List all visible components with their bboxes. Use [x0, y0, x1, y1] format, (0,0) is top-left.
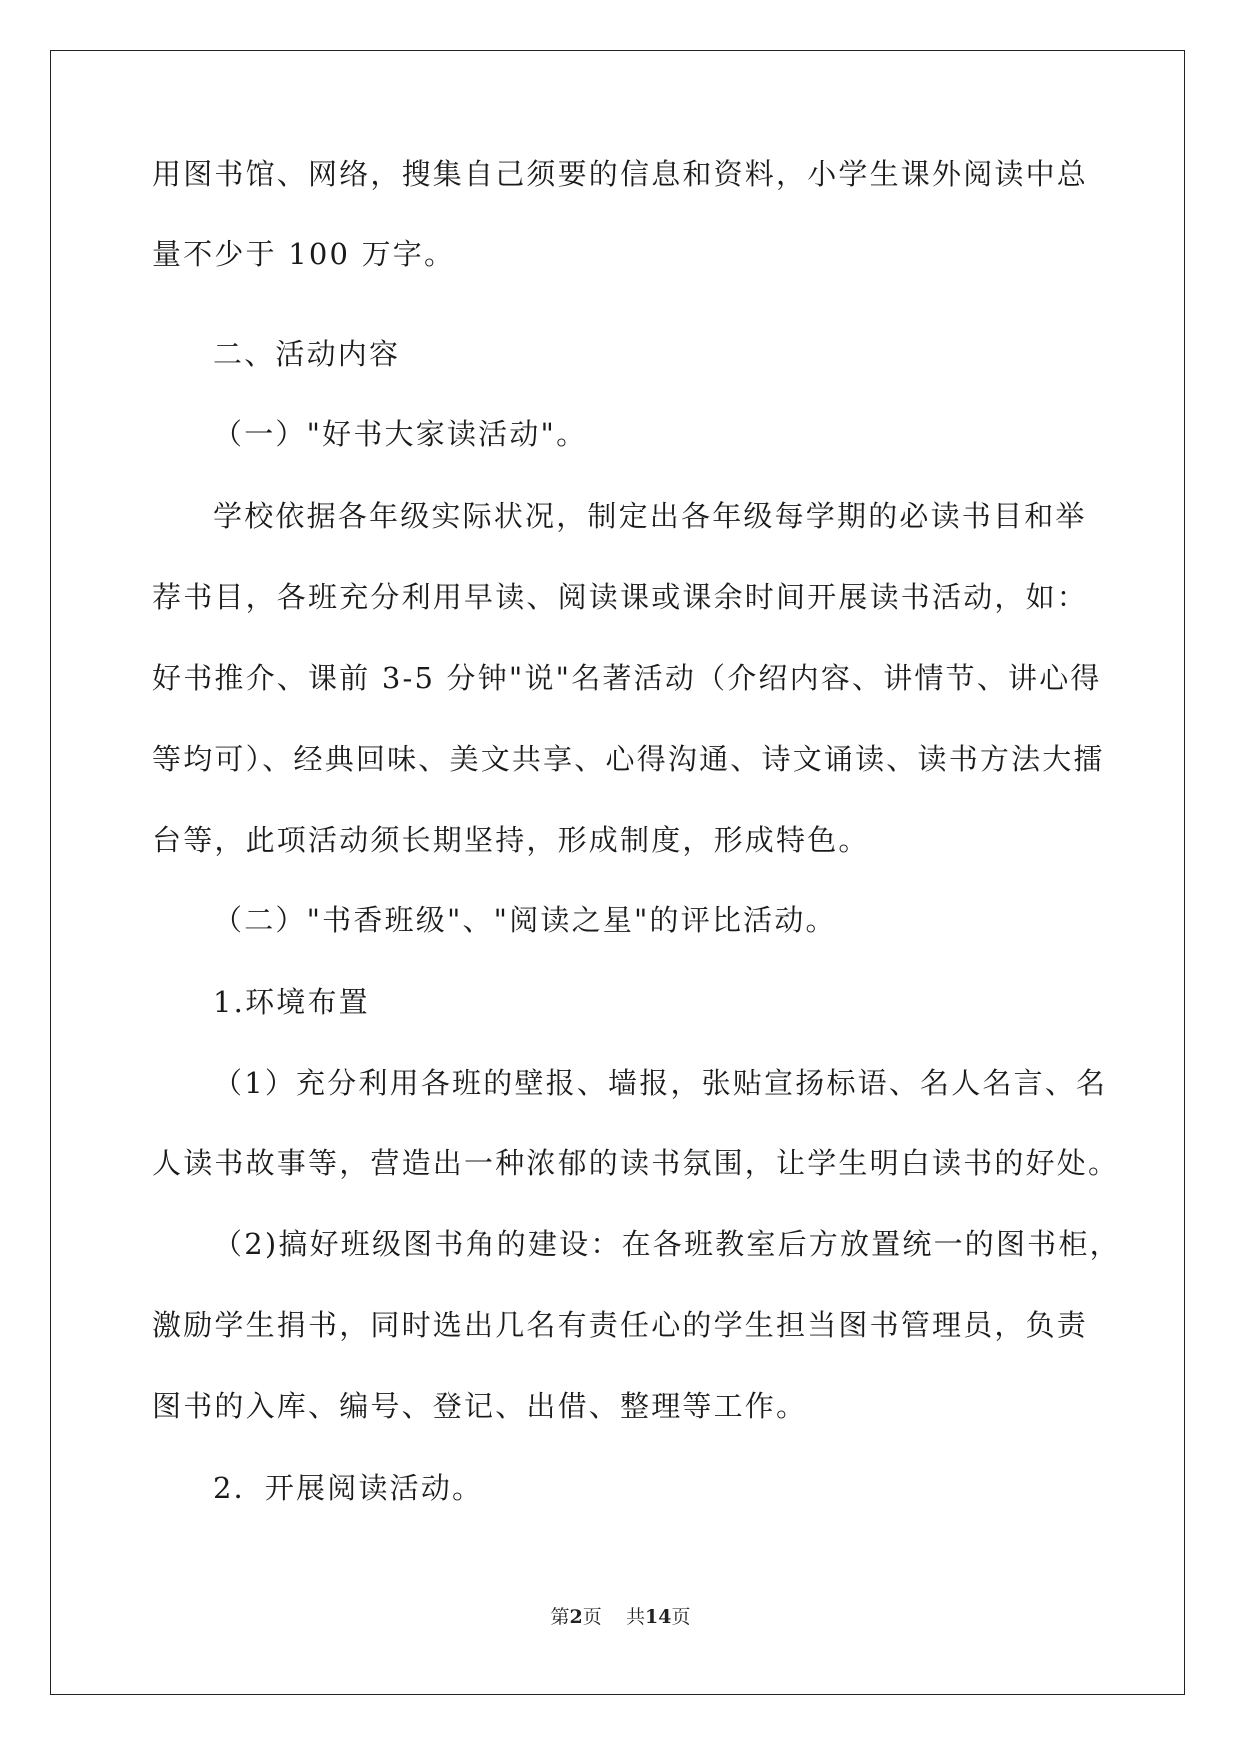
subsection-heading: （二）"书香班级"、"阅读之星"的评比活动。 [213, 903, 837, 937]
footer-page-suffix: 页 [582, 1606, 602, 1628]
footer-total-prefix: 共 [625, 1606, 645, 1628]
paragraph-line: 人读书故事等，营造出一种浓郁的读书氛围，让学生明白读书的好处。 [152, 1146, 1120, 1180]
section-heading: 二、活动内容 [213, 337, 401, 371]
footer-total-suffix: 页 [671, 1606, 691, 1628]
page-footer [0, 1605, 1241, 1629]
footer-prefix: 第 [550, 1606, 570, 1628]
paragraph-line: 激励学生捐书，同时选出几名有责任心的学生担当图书管理员，负责 [152, 1308, 1089, 1342]
paragraph-line: （2)搞好班级图书角的建设：在各班教室后方放置统一的图书柜， [213, 1227, 1121, 1261]
paragraph-line: 学校依据各年级实际状况，制定出各年级每学期的必读书目和举 [213, 499, 1087, 533]
current-page-number: 2 [569, 1606, 583, 1628]
paragraph-line: 等均可）、经典回味、美文共享、心得沟通、诗文诵读、读书方法大擂 [152, 742, 1105, 776]
paragraph-line: 图书的入库、编号、登记、出借、整理等工作。 [152, 1389, 808, 1423]
paragraph-line: 荐书目，各班充分利用早读、阅读课或课余时间开展读书活动，如： [152, 580, 1089, 614]
item-heading: 2．开展阅读活动。 [213, 1471, 484, 1505]
paragraph-line: 量不少于 100 万字。 [152, 237, 456, 271]
paragraph-line: 用图书馆、网络，搜集自己须要的信息和资料，小学生课外阅读中总 [152, 157, 1089, 191]
item-heading: 1.环境布置 [213, 985, 370, 1019]
paragraph-line: （1）充分利用各班的壁报、墙报，张贴宣扬标语、名人名言、名 [213, 1066, 1108, 1100]
page-border [50, 50, 1185, 1695]
total-pages-number: 14 [644, 1606, 672, 1628]
paragraph-line: 台等，此项活动须长期坚持，形成制度，形成特色。 [152, 823, 870, 857]
paragraph-line: 好书推介、课前 3-5 分钟"说"名著活动（介绍内容、讲情节、讲心得 [152, 661, 1102, 695]
subsection-heading: （一）"好书大家读活动"。 [213, 417, 588, 451]
